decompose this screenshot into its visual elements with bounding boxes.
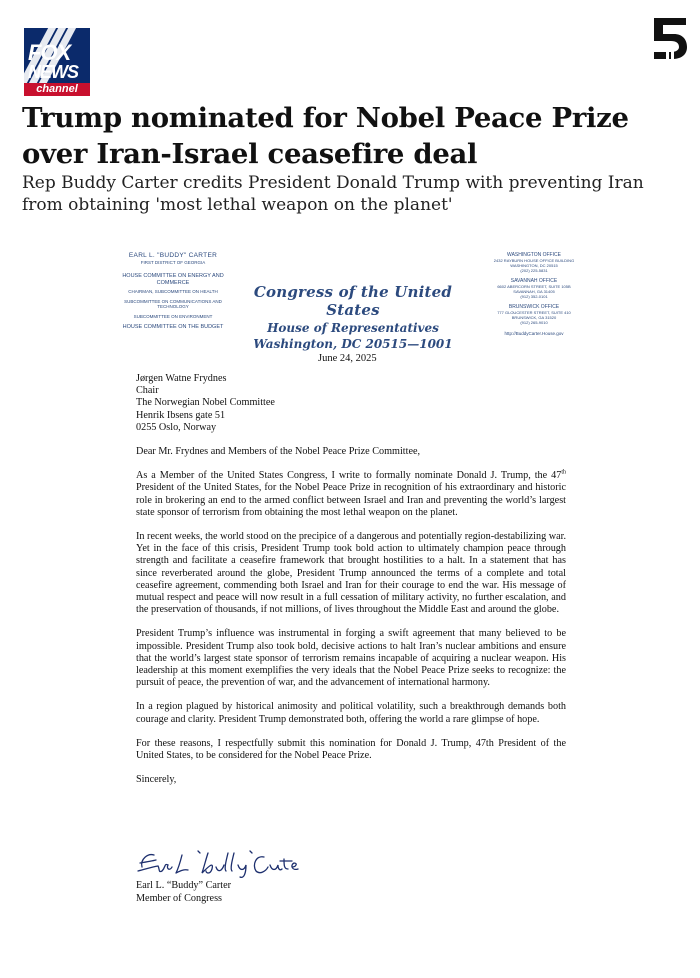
letterhead-subcommittee-1: SUBCOMMITTEE ON COMMUNICATIONS AND TECHNOLOGY xyxy=(124,298,222,309)
paragraph-1-text-b: President of the United States, for the Nobel Peace Prize in recognition of his extraordinary and historic role in brokering an end to the armed conflict between Israel and Iran and preventing the world’s largest state sponsor of terrorism from obtaining the most lethal weapon on the planet. xyxy=(136,482,566,518)
signer-title: Member of Congress xyxy=(136,892,223,904)
paragraph-5: For these reasons, I respectfully submit this nomination for Donald J. Trump, 47th President of the United States, to be considered for the Nobel Peace Prize. xyxy=(136,737,566,762)
signer-name: Earl L. “Buddy” Carter xyxy=(136,880,232,891)
letterhead-house: House of Representatives xyxy=(267,321,439,335)
salutation: Dear Mr. Frydnes and Members of the Nobel Peace Prize Committee, xyxy=(136,446,421,458)
signature xyxy=(136,845,306,879)
office-phone: (912) 352-0101 xyxy=(520,294,548,299)
closing: Sincerely, xyxy=(136,774,177,786)
paragraph-1-text-a: As a Member of the United States Congress, I write to formally nominate Donald J. Trump, the 47 xyxy=(136,470,562,482)
office-address: 2432 RAYBURN HOUSE OFFICE BUILDING xyxy=(493,258,575,263)
recipient-name: Jørgen Watne Frydnes xyxy=(136,373,227,384)
paragraph-3: President Trump’s influence was instrumental in forging a swift agreement that many believed to be impossible. President Trump also took bold, decisive actions to halt Iran’s nuclear ambitions and ensure that the world’s largest state sponsor of terrorism remains incapable of acquiring a nuclear weapon. His leadership at this moment exemplifies the very ideals that the Nobel Peace Prize seeks to recognize: the pursuit of peace, the prevention of war, and the advancement of international harmony. xyxy=(136,628,566,689)
headline: Trump nominated for Nobel Peace Prize over Iran-Israel ceasefire deal xyxy=(22,102,629,170)
letter-body xyxy=(136,373,566,786)
superscript: th xyxy=(561,469,566,476)
fox-news-logo xyxy=(24,28,90,96)
office-savannah xyxy=(478,278,590,299)
letterhead-subcommittee-2: SUBCOMMITTEE ON ENVIRONMENT xyxy=(133,313,213,319)
office-phone: (912) 265-9010 xyxy=(520,320,548,325)
paragraph-2: In recent weeks, the world stood on the precipice of a dangerous and potentially region-destabilizing war. Yet in the face of this crisis, President Trump took bold action to ultimately champion peace through strength and facilitate a ceasefire framework that brought hostilities to a halt. In a statement that has since reverberated around the globe, President Trump announced the terms of a complete and total ceasefire agreement, commending both Israel and Iran for their courage to end the war. His message of mutual respect and peace will now result in a full cessation of military activity, no further escalation, and the preservation of thousands, if not millions, of lives throughout the Middle East and around the globe. xyxy=(136,531,566,616)
letterhead-rep-name: EARL L. "BUDDY" CARTER xyxy=(128,252,218,259)
letterhead-congress: Congress of the United States xyxy=(253,283,453,319)
office-name: SAVANNAH OFFICE xyxy=(510,278,558,284)
office-address: 777 GLOUCESTER STREET, SUITE 410 xyxy=(497,310,571,315)
letterhead-center xyxy=(236,283,470,351)
letterhead-chair: CHAIRMAN, SUBCOMMITTEE ON HEALTH xyxy=(128,289,218,294)
office-name: WASHINGTON OFFICE xyxy=(507,252,561,258)
subheadline: Rep Buddy Carter credits President Donald Trump with preventing Iran from obtaining 'most lethal weapon on the planet' xyxy=(22,173,644,215)
letter-date: June 24, 2025 xyxy=(318,353,377,364)
recipient-street: Henrik Ibsens gate 51 xyxy=(136,409,226,421)
letterhead-right xyxy=(478,252,590,336)
recipient-org: The Norwegian Nobel Committee xyxy=(136,397,275,409)
logo-channel-text: channel xyxy=(24,83,90,96)
office-address: 6602 ABERCORN STREET, SUITE 105B xyxy=(497,284,571,289)
channel-mark-icon xyxy=(650,16,690,60)
office-city: SAVANNAH, GA 31405 xyxy=(513,289,555,294)
office-brunswick xyxy=(478,304,590,325)
letterhead-washington: Washington, DC 20515—1001 xyxy=(253,337,453,351)
office-phone: (202) 225-5831 xyxy=(520,268,548,273)
letterhead-district: FIRST DISTRICT OF GEORGIA xyxy=(140,260,206,265)
letterhead-website: http://BuddyCarter.House.gov xyxy=(504,331,564,336)
recipient-title: Chair xyxy=(136,385,159,397)
letterhead-left xyxy=(108,252,238,331)
letterhead-committee: HOUSE COMMITTEE ON ENERGY AND COMMERCE xyxy=(122,273,224,286)
signer-block xyxy=(136,880,231,905)
logo-news-text: NEWS xyxy=(28,62,78,82)
letterhead-budget: HOUSE COMMITTEE ON THE BUDGET xyxy=(122,324,224,330)
paragraph-4: In a region plagued by historical animosity and political volatility, such a breakthrough demands both courage and clarity. President Trump demonstrated both, offering the world a rare glimpse of hope. xyxy=(136,701,566,725)
office-city: WASHINGTON, DC 20515 xyxy=(510,263,558,268)
recipient-city: 0255 Oslo, Norway xyxy=(136,421,217,433)
office-name: BRUNSWICK OFFICE xyxy=(508,304,560,310)
paragraph-1 xyxy=(136,470,566,519)
office-washington xyxy=(478,252,590,273)
office-city: BRUNSWICK, GA 31520 xyxy=(511,315,557,320)
logo-fox-text: FOX xyxy=(28,40,71,65)
